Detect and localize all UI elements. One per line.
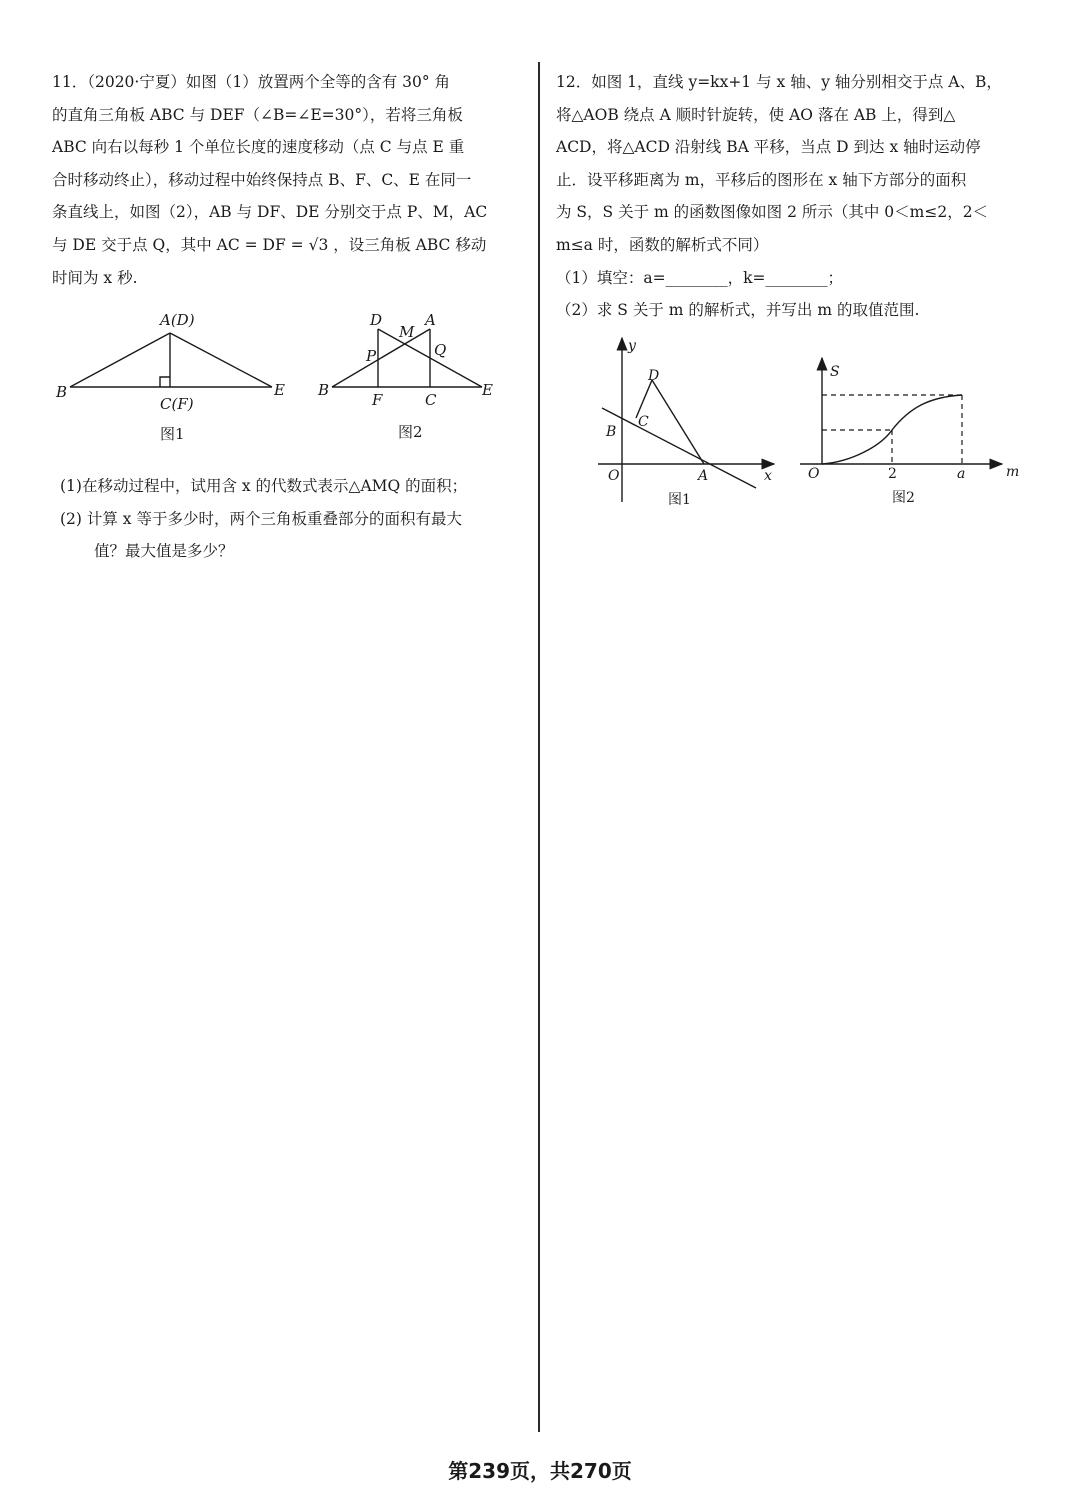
q12-figure-1	[596, 332, 786, 512]
label-d: D	[370, 311, 383, 329]
label-b: B	[56, 383, 68, 401]
q12-figure-2	[800, 352, 1030, 512]
q11-line: 条直线上，如图（2），AB 与 DF、DE 分别交于点 P、M，AC	[52, 203, 488, 222]
tick-2: 2	[888, 466, 897, 482]
q11-sub-2: (2) 计算 x 等于多少时，两个三角板重叠部分的面积有最大	[60, 509, 462, 528]
q11-sub-1: (1)在移动过程中，试用含 x 的代数式表示△AMQ 的面积；	[60, 477, 468, 495]
label-c-f: C(F)	[160, 395, 194, 413]
label-q: Q	[434, 341, 447, 359]
label-p: P	[366, 347, 377, 365]
question-11	[52, 66, 518, 294]
figure-caption: 图1	[160, 425, 185, 443]
figure-caption: 图2	[398, 423, 423, 441]
q11-figure-1	[50, 305, 300, 445]
question-12	[556, 66, 1026, 327]
q12-line: 将△AOB 绕点 A 顺时针旋转，使 AO 落在 AB 上，得到△	[556, 105, 956, 124]
q11-line: 合时移动终止），移动过程中始终保持点 B、F、C、E 在同一	[52, 170, 472, 189]
label-a: A	[425, 311, 436, 329]
tick-a: a	[957, 466, 966, 482]
label-s: S	[830, 364, 840, 380]
label-b: B	[606, 424, 617, 440]
q11-line: 11．（2020·宁夏）如图（1）放置两个全等的含有 30° 角	[52, 73, 451, 91]
label-x: x	[764, 468, 772, 484]
label-o: O	[808, 466, 820, 482]
q11-figure-2	[310, 305, 510, 445]
label-d: D	[648, 368, 660, 384]
q12-line: （2）求 S 关于 m 的解析式，并写出 m 的取值范围.	[556, 301, 920, 320]
label-c: C	[425, 391, 437, 409]
q11-line: 时间为 x 秒.	[52, 268, 138, 287]
q12-line: 12．如图 1，直线 y=kx+1 与 x 轴、y 轴分别相交于点 A、B，	[556, 73, 1002, 91]
q11-line: 与 DE 交于点 Q，其中 AC = DF = √3 ，设三角板 ABC 移动	[52, 235, 487, 254]
q11-subquestions	[60, 470, 520, 568]
label-m: m	[1006, 464, 1020, 480]
q11-line: 的直角三角板 ABC 与 DEF（∠B=∠E=30°），若将三角板	[52, 105, 463, 124]
q12-line: 为 S，S 关于 m 的函数图像如图 2 所示（其中 0＜m≤2，2＜	[556, 203, 989, 222]
label-e: E	[482, 381, 493, 399]
label-y: y	[628, 338, 636, 354]
label-c: C	[638, 414, 649, 430]
label-b: B	[318, 381, 330, 399]
label-e: E	[274, 381, 285, 399]
page-footer: 第239页，共270页	[448, 1459, 632, 1483]
q12-line: （1）填空：a=________，k=________；	[556, 268, 843, 287]
figure-caption: 图2	[892, 490, 915, 506]
label-f: F	[372, 391, 383, 409]
column-divider	[538, 62, 540, 1432]
q12-line: ACD，将△ACD 沿射线 BA 平移，当点 D 到达 x 轴时运动停	[556, 138, 981, 157]
q11-sub-2-cont: 值？最大值是多少？	[94, 542, 234, 561]
q12-line: m≤a 时，函数的解析式不同）	[556, 235, 769, 254]
label-m: M	[399, 323, 415, 341]
label-o: O	[608, 468, 620, 484]
figure-caption: 图1	[668, 492, 691, 508]
label-a: A	[698, 468, 709, 484]
q11-line: ABC 向右以每秒 1 个单位长度的速度移动（点 C 与点 E 重	[52, 138, 465, 157]
label-a-d: A(D)	[160, 311, 195, 329]
q12-line: 止．设平移距离为 m，平移后的图形在 x 轴下方部分的面积	[556, 170, 967, 189]
